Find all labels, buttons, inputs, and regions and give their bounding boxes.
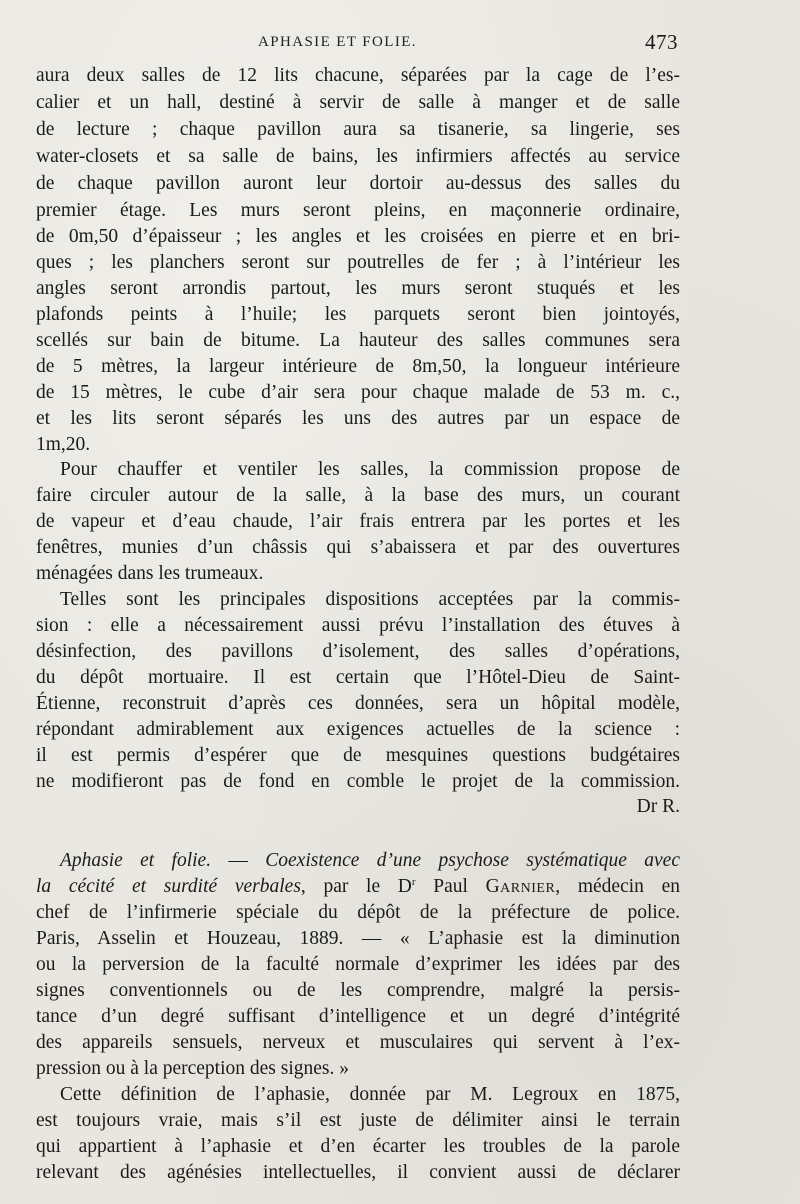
text-line: Cette définition de l’aphasie, donnée par M. Legroux en 1875, <box>60 1084 680 1105</box>
text-line: aura deux salles de 12 lits chacune, séparées par la cage de l’es- <box>36 65 680 86</box>
text-line: chef de l’infirmerie spéciale du dépôt de la préfecture de police. <box>36 902 680 923</box>
text-line: relevant des agénésies intellectuelles, il convient aussi de déclarer <box>36 1162 680 1183</box>
text-line: Telles sont les principales dispositions acceptées par la commis- <box>60 589 680 610</box>
text-line: Étienne, reconstruit d’après ces données, sera un hôpital modèle, <box>36 693 680 714</box>
review-title: Aphasie et folie. <box>60 850 212 871</box>
text-line: angles seront arrondis partout, les murs seront stuqués et les <box>36 278 680 299</box>
text-line: de 0m,50 d’épaisseur ; les angles et les croisées en pierre et en bri- <box>36 226 680 247</box>
text-line: est toujours vraie, mais s’il est juste de délimiter ainsi le terrain <box>36 1110 680 1131</box>
text-line: 1m,20. <box>36 434 91 455</box>
text-line: ne modifieront pas de fond en comble le projet de la commission. <box>36 771 680 792</box>
review-title-line <box>60 848 680 874</box>
text-line: de lecture ; chaque pavillon aura sa tisanerie, sa lingerie, ses <box>36 119 680 140</box>
text-line: répondant admirablement aux exigences actuelles de la science : <box>36 719 680 740</box>
signature: Dr R. <box>636 796 680 817</box>
running-title: APHASIE ET FOLIE. <box>258 34 417 50</box>
text-line: scellés sur bain de bitume. La hauteur des salles communes sera <box>36 330 680 351</box>
text-line: Paris, Asselin et Houzeau, 1889. — « L’aphasie est la diminution <box>36 928 680 949</box>
text-line: sion : elle a nécessairement aussi prévu l’installation des étuves à <box>36 615 680 636</box>
page-number: 473 <box>645 30 678 54</box>
review-subtitle: Coexistence d’une psychose systématique avec <box>265 850 680 871</box>
text-line: pression ou à la perception des signes. » <box>36 1058 350 1079</box>
text-line: faire circuler autour de la salle, à la base des murs, un courant <box>36 485 680 506</box>
text-line: désinfection, des pavillons d’isolement, des salles d’opérations, <box>36 641 680 662</box>
title-dash: — <box>211 850 266 871</box>
text-line: de vapeur et d’eau chaude, l’air frais entrera par les portes et les <box>36 511 680 532</box>
text-line: ques ; les planchers seront sur poutrelles de fer ; à l’intérieur les <box>36 252 680 273</box>
text-line: ménagées dans les trumeaux. <box>36 563 264 584</box>
text-line: tance d’un degré suffisant d’intelligence et un degré d’intégrité <box>36 1006 680 1027</box>
text-line: des appareils sensuels, nerveux et musculaires qui servent à l’ex- <box>36 1032 680 1053</box>
author-name: Garnier <box>485 876 556 897</box>
text-line: calier et un hall, destiné à servir de salle à manger et de salle <box>36 92 680 113</box>
text-line: fenêtres, munies d’un châssis qui s’abaissera et par des ouvertures <box>36 537 680 558</box>
text-line: qui appartient à l’aphasie et d’en écarter les troubles de la parole <box>36 1136 680 1157</box>
text-line: et les lits seront séparés les uns des autres par un espace de <box>36 408 680 429</box>
review-author-line: la cécité et surdité verbales, par le $D^r$ Paul Garnier, médecin en <box>36 876 680 897</box>
text-line: premier étage. Les murs seront pleins, en maçonnerie ordinaire, <box>36 200 680 221</box>
text-line: plafonds peints à l’huile; les parquets seront bien jointoyés, <box>36 304 680 325</box>
text-line: du dépôt mortuaire. Il est certain que l’Hôtel-Dieu de Saint- <box>36 667 680 688</box>
text-line: il est permis d’espérer que de mesquines questions budgétaires <box>36 745 680 766</box>
text-line: water-closets et sa salle de bains, les infirmiers affectés au service <box>36 146 680 167</box>
text-line: signes conventionnels ou de les comprendre, malgré la persis- <box>36 980 680 1001</box>
text-line: de 5 mètres, la largeur intérieure de 8m,50, la longueur intérieure <box>36 356 680 377</box>
text-line: de 15 mètres, le cube d’air sera pour chaque malade de 53 m. c., <box>36 382 680 403</box>
text-line: ou la perversion de la faculté normale d’exprimer les idées par des <box>36 954 680 975</box>
review-subtitle-cont: la cécité et surdité verbales <box>36 876 301 897</box>
text-line: Pour chauffer et ventiler les salles, la commission propose de <box>60 459 680 480</box>
text-line: de chaque pavillon auront leur dortoir au-dessus des salles du <box>36 173 680 194</box>
